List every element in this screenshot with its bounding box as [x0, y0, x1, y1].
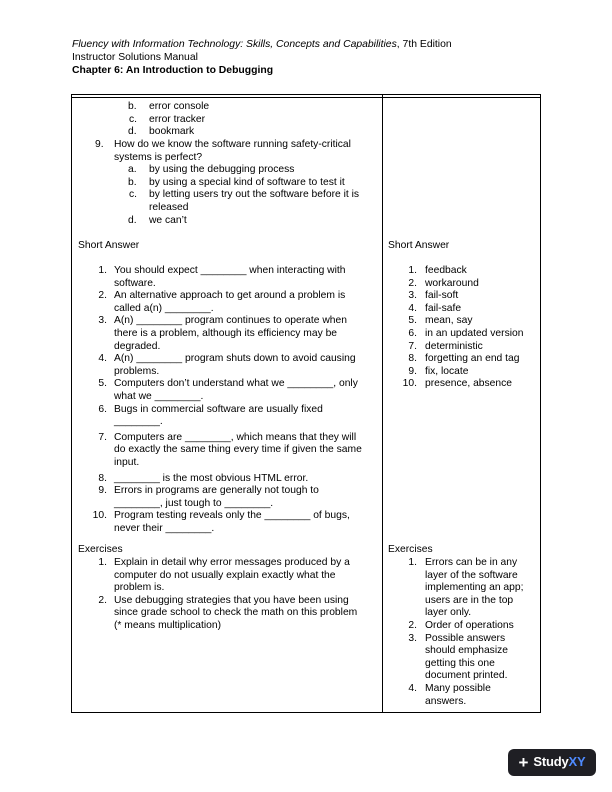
brand-logo: [533, 756, 585, 769]
book-title: Fluency with Information Technology: Skills, Concepts and Capabilities: [72, 39, 397, 50]
item-number: 2.: [408, 277, 417, 289]
item-text: A(n) ________ program shuts down to avoid causing: [114, 353, 356, 365]
option-text: error tracker: [149, 113, 206, 125]
short-answer-answers-heading: Short Answer: [388, 240, 450, 251]
item-number: 4.: [98, 353, 107, 365]
item-number: 10.: [402, 378, 417, 390]
item-text: Many possible: [425, 683, 491, 694]
option-letter: b.: [128, 176, 137, 188]
item-text: Use debugging strategies that you have been using: [114, 594, 349, 606]
item-text: problem is.: [114, 582, 165, 594]
item-number: 1.: [98, 557, 107, 568]
item-text: users are in the top: [425, 594, 514, 606]
item-number: 6.: [98, 403, 107, 415]
question-number: 9.: [95, 139, 104, 150]
item-text: problems.: [114, 365, 160, 377]
exercises-heading: Exercises: [78, 544, 123, 555]
question-text: How do we know the software running safety-critical: [114, 139, 351, 150]
short-answer-heading: Short Answer: [78, 240, 140, 251]
item-number: 1.: [98, 265, 107, 276]
plus-icon: +: [518, 753, 529, 772]
option-text: by letting users try out the software before it is: [149, 189, 360, 201]
item-text: Errors can be in any: [425, 557, 518, 568]
item-number: 6.: [408, 328, 417, 339]
item-text: Bugs in commercial software are usually fixed: [114, 403, 323, 415]
item-number: 1.: [408, 265, 417, 276]
item-text: in an updated version: [425, 328, 524, 339]
item-number: 3.: [408, 290, 417, 302]
option-text: by using the debugging process: [149, 164, 295, 176]
option-text: error console: [149, 101, 210, 112]
item-text: fail-safe: [425, 302, 462, 314]
option-letter: d.: [128, 214, 137, 226]
item-text: what we ________.: [114, 390, 204, 402]
option-text: bookmark: [149, 126, 195, 138]
item-number: 3.: [408, 632, 417, 644]
item-text: fail-soft: [425, 290, 459, 302]
item-text: since grade school to check the math on this problem: [114, 607, 358, 619]
item-number: 9.: [98, 485, 107, 497]
item-text: there is a problem, although its efficiency may be: [114, 327, 338, 339]
edition: , 7th Edition: [396, 39, 452, 50]
questions-table: [71, 94, 541, 713]
item-number: 4.: [408, 302, 417, 314]
item-text: layer only.: [425, 607, 472, 619]
item-text: Computers don’t understand what we ________, only: [114, 378, 358, 390]
option-letter: d.: [128, 126, 137, 138]
item-text: A(n) ________ program continues to operate when: [114, 315, 347, 327]
item-text: ________ is the most obvious HTML error.: [114, 472, 309, 484]
item-text: Possible answers: [425, 632, 506, 644]
item-text: You should expect ________ when interacting with: [114, 265, 346, 276]
item-number: 3.: [98, 315, 107, 327]
option-letter: c.: [129, 113, 138, 125]
item-text: feedback: [425, 265, 467, 276]
item-number: 7.: [408, 340, 417, 352]
item-text: presence, absence: [425, 378, 513, 390]
option-letter: b.: [128, 101, 137, 112]
item-number: 1.: [408, 557, 417, 568]
document-header: [72, 38, 452, 77]
manual-title: Instructor Solutions Manual: [72, 52, 198, 63]
item-text: software.: [114, 277, 156, 289]
item-number: 7.: [98, 431, 107, 443]
item-text: Computers are ________, which means that they will: [114, 431, 357, 443]
question-text: systems is perfect?: [114, 151, 203, 163]
item-text: mean, say: [425, 315, 473, 327]
exercises-answers-heading: Exercises: [388, 544, 433, 555]
option-text: by using a special kind of software to test it: [149, 176, 345, 188]
item-text: computer do not usually explain exactly what the: [114, 569, 336, 581]
book-title-line: [72, 38, 452, 51]
item-text: ________.: [114, 416, 163, 428]
brand-main: Study: [533, 754, 569, 770]
item-text: input.: [114, 456, 140, 468]
item-text: never their ________.: [114, 522, 215, 534]
column-divider: [382, 95, 383, 712]
item-text: ________, just tough to ________.: [114, 497, 274, 509]
item-number: 5.: [98, 378, 107, 390]
option-letter: a.: [128, 164, 137, 176]
item-text: fix, locate: [425, 365, 469, 377]
item-number: 10.: [92, 510, 107, 522]
item-text: called a(n) ________.: [114, 302, 214, 314]
item-text: Order of operations: [425, 620, 514, 631]
option-text: we can’t: [149, 214, 187, 226]
option-letter: c.: [129, 189, 138, 201]
item-text: do exactly the same thing every time if given the same: [114, 444, 362, 456]
item-number: 2.: [98, 290, 107, 302]
item-text: Explain in detail why error messages produced by a: [114, 557, 350, 568]
chapter-title: Chapter 6: An Introduction to Debugging: [72, 65, 274, 76]
item-text: deterministic: [425, 340, 483, 352]
item-text: (* means multiplication): [114, 619, 222, 631]
item-number: 8.: [98, 472, 107, 484]
item-text: document printed.: [425, 670, 508, 682]
item-number: 2.: [98, 594, 107, 606]
item-number: 5.: [408, 315, 417, 327]
item-number: 9.: [408, 365, 417, 377]
item-text: layer of the software: [425, 569, 518, 581]
item-text: implementing an app;: [425, 582, 524, 594]
item-text: degraded.: [114, 340, 161, 352]
item-text: workaround: [425, 277, 479, 289]
item-text: Errors in programs are generally not tough to: [114, 485, 319, 497]
item-text: answers.: [425, 695, 467, 707]
table-top-rule: [72, 97, 540, 98]
item-text: An alternative approach to get around a problem is: [114, 290, 346, 302]
studyxy-badge[interactable]: [508, 749, 596, 776]
item-number: 8.: [408, 353, 417, 365]
item-text: forgetting an end tag: [425, 353, 520, 365]
item-text: getting this one: [425, 657, 495, 669]
option-text: released: [149, 202, 189, 213]
item-text: Program testing reveals only the ________ of bugs,: [114, 510, 350, 522]
item-number: 4.: [408, 683, 417, 694]
brand-accent: XY: [568, 754, 586, 770]
item-number: 2.: [408, 620, 417, 631]
item-text: should emphasize: [425, 645, 508, 657]
